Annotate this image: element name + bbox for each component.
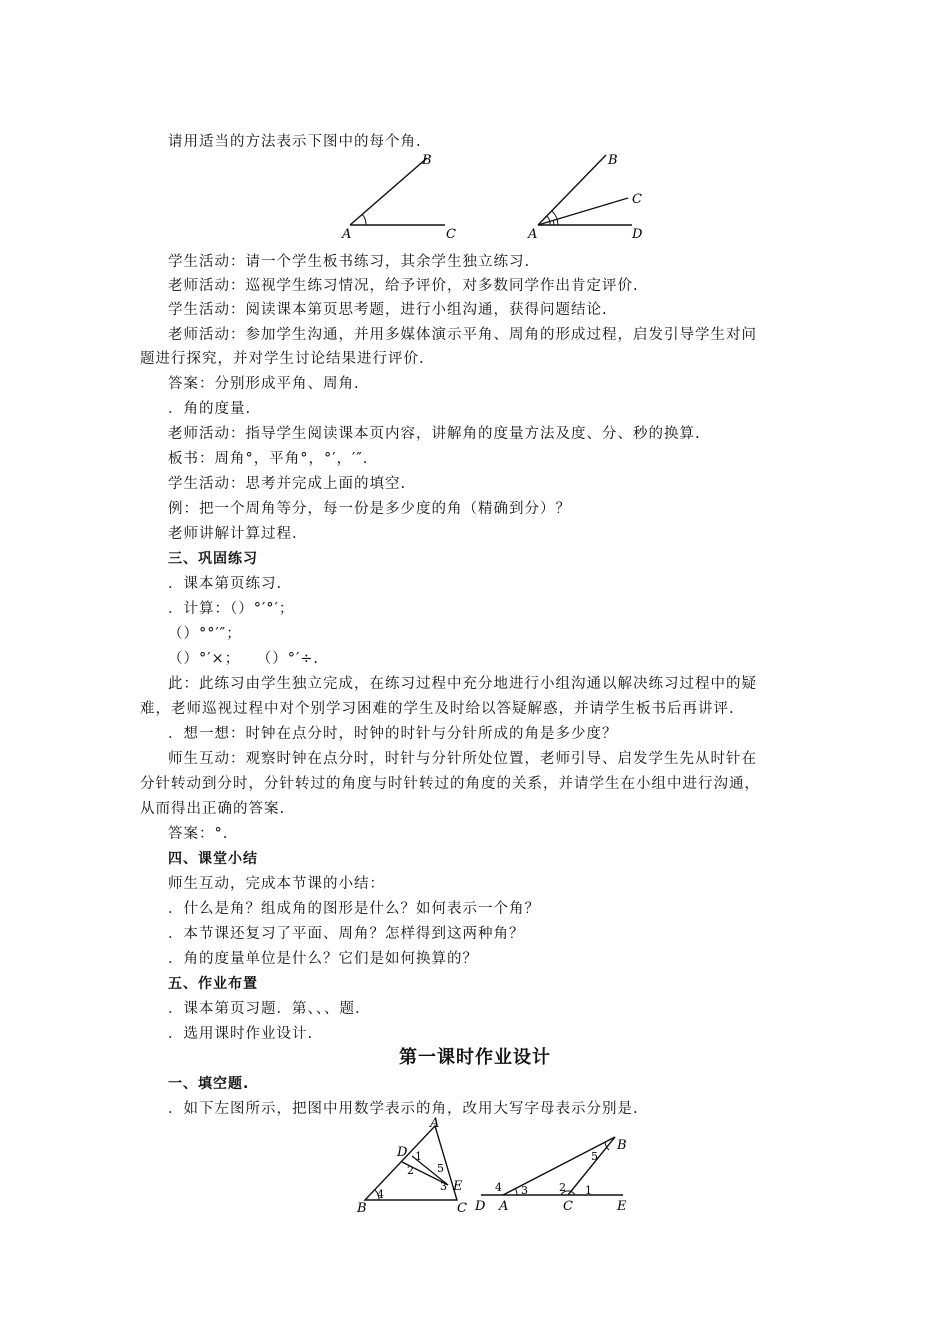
text-line: 学生活动：阅读课本第页思考题，进行小组沟通，获得问题结论. <box>168 302 608 318</box>
num-5: 5 <box>591 1150 598 1163</box>
label-D: D <box>475 1199 486 1214</box>
text-line: 题进行探究，并对学生讨论结果进行评价. <box>140 351 425 367</box>
homework-title: 第一课时作业设计 <box>399 1047 551 1068</box>
num-3: 3 <box>440 1180 447 1193</box>
section-heading: 三、巩固练习 <box>168 551 258 567</box>
label-D: D <box>632 227 643 242</box>
text-line: ．想一想：时钟在点分时，时钟的时针与分针所成的角是多少度？ <box>168 726 618 742</box>
num-1: 1 <box>585 1184 592 1197</box>
num-2: 2 <box>559 1181 566 1194</box>
text-line: 师生互动，完成本节课的小结： <box>168 876 385 892</box>
text-line: ．计算：（）°′°′； <box>168 601 295 617</box>
label-A: A <box>430 1116 440 1131</box>
text-line: 学生活动：思考并完成上面的填空. <box>168 476 407 492</box>
text-line: ．课本第页练习. <box>168 576 283 592</box>
text-line: 答案：°. <box>168 826 229 842</box>
text-line: ．什么是角？组成角的图形是什么？如何表示一个角？ <box>168 901 540 917</box>
angle-figure-2 <box>520 150 660 245</box>
label-C: C <box>446 227 456 242</box>
text-line: ．选用课时作业设计. <box>168 1026 314 1042</box>
triangle-figure-left <box>355 1118 470 1218</box>
text-line: 老师讲解计算过程. <box>168 526 298 542</box>
triangle-figure-right <box>473 1130 633 1220</box>
num-2: 2 <box>407 1164 414 1177</box>
text-line: 老师活动：巡视学生练习情况，给予评价，对多数同学作出肯定评价. <box>168 278 639 294</box>
text-line: 难，老师巡视过程中对个别学习困难的学生及时给以答疑解惑，并请学生板书后再讲评. <box>140 701 735 717</box>
num-5: 5 <box>437 1162 444 1175</box>
label-C: C <box>457 1201 467 1216</box>
section-heading: 四、课堂小结 <box>168 851 258 867</box>
text-line: （）°′×； （）°′÷. <box>168 651 319 667</box>
text-line: 板书：周角°，平角°，°′，′″. <box>168 451 369 467</box>
text-line: 例：把一个周角等分，每一份是多少度的角（精确到分）？ <box>168 501 571 517</box>
text-line: ．本节课还复习了平面、周角？怎样得到这两种角？ <box>168 926 525 942</box>
text-line: 此：此练习由学生独立完成，在练习过程中充分地进行小组沟通以解决练习过程中的疑 <box>168 676 757 692</box>
text-line: ．课本第页习题．第、、、题. <box>168 1001 361 1017</box>
num-3: 3 <box>521 1184 528 1197</box>
label-A: A <box>499 1199 509 1214</box>
label-B: B <box>357 1201 367 1216</box>
text-line: 从而得出正确的答案. <box>140 801 286 817</box>
angle-figure-1 <box>330 150 480 245</box>
label-B: B <box>617 1138 627 1153</box>
num-4: 4 <box>495 1181 502 1194</box>
question-text: ．如下左图所示，把图中用数学表示的角，改用大写字母表示分别是. <box>168 1101 639 1117</box>
section-heading: 五、作业布置 <box>168 976 258 992</box>
num-4: 4 <box>377 1188 384 1201</box>
text-line: 学生活动：请一个学生板书练习，其余学生独立练习. <box>168 254 531 270</box>
label-E: E <box>617 1199 627 1214</box>
text-line: 师生互动：观察时钟在点分时，时针与分针所处位置，老师引导、启发学生先从时针在 <box>168 751 757 767</box>
label-C: C <box>563 1199 573 1214</box>
text-line: 答案：分别形成平角、周角. <box>168 376 360 392</box>
text-line: 分针转动到分时，分针转过的角度与时针转过的角度的关系，并请学生在小组中进行沟通， <box>140 776 760 792</box>
text-line: 老师活动：指导学生阅读课本页内容，讲解角的度量方法及度、分、秒的换算. <box>168 426 701 442</box>
label-E: E <box>453 1179 463 1194</box>
label-C: C <box>632 192 642 207</box>
label-A: A <box>342 227 352 242</box>
num-1: 1 <box>415 1150 422 1163</box>
text-line: 老师活动：参加学生沟通，并用多媒体演示平角、周角的形成过程，启发引导学生对问 <box>168 327 757 343</box>
text-line: （）°°′″； <box>168 626 242 642</box>
text-line: ．角的度量. <box>168 401 252 417</box>
intro-text: 请用适当的方法表示下图中的每个角. <box>168 134 422 150</box>
label-A: A <box>528 227 538 242</box>
label-B: B <box>422 153 432 168</box>
text-line: ．角的度量单位是什么？它们是如何换算的？ <box>168 951 478 967</box>
label-B: B <box>608 153 618 168</box>
label-D: D <box>397 1145 408 1160</box>
section-heading: 一、填空题. <box>168 1076 250 1092</box>
